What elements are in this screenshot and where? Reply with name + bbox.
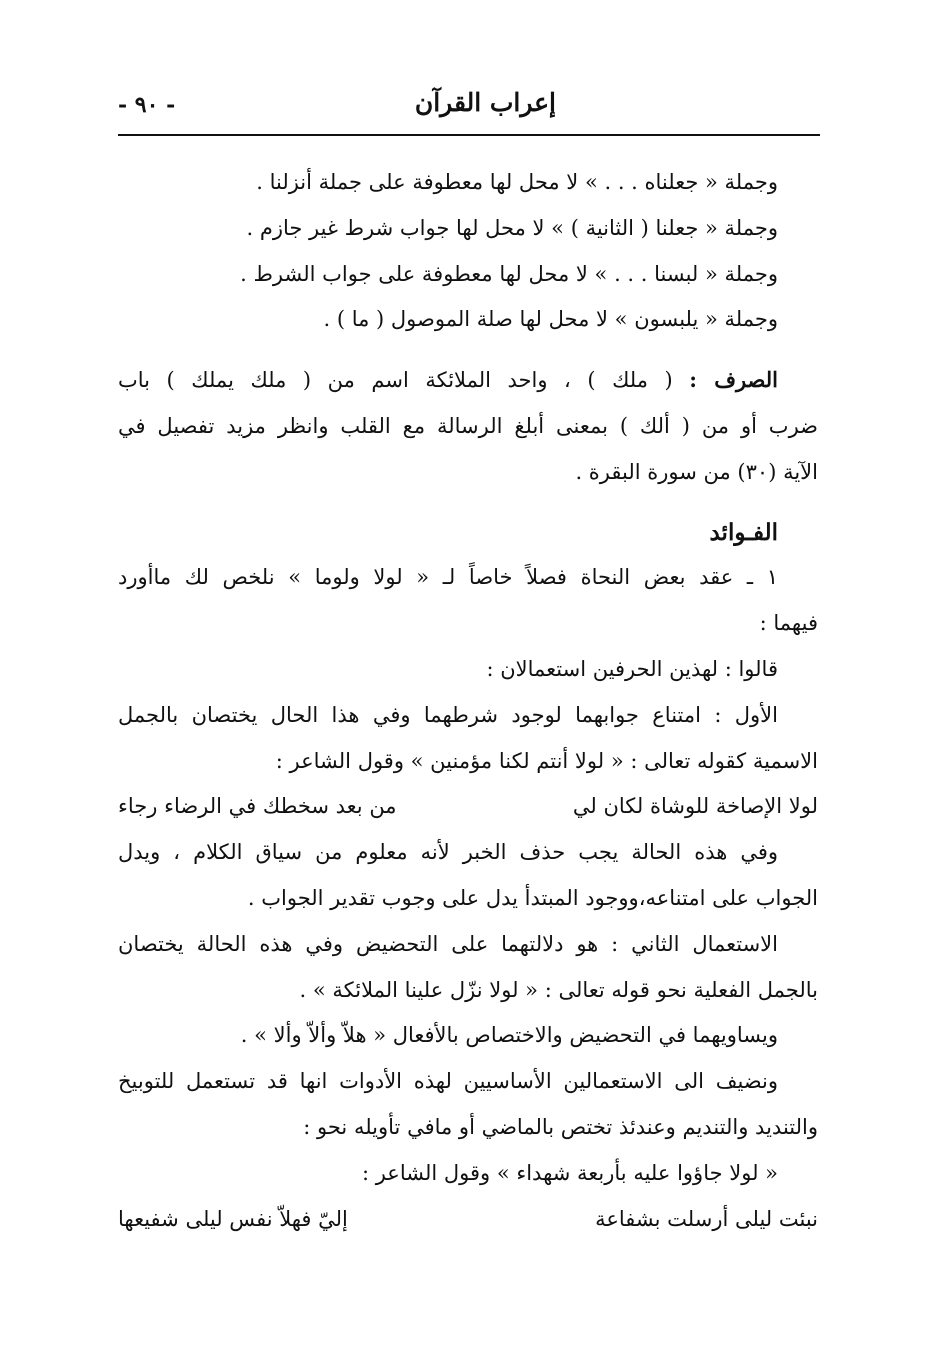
fawaid-heading: الفـوائد [709, 518, 778, 546]
jumla-line-1: وجملة « جعلناه . . . » لا محل لها معطوفة على جملة أنزلنا . [256, 170, 778, 194]
fawaid-p1-line-1: ١ ـ عقد بعض النحاة فصلاً خاصاً لـ « لولا ولوما » نلخص لك ماأورد [118, 565, 778, 590]
fawaid-p5-line-2: بالجمل الفعلية نحو قوله تعالى : « لولا نزّل علينا الملائكة » . [299, 977, 818, 1002]
sarf-text-1: ( ملك ) ، واحد الملائكة اسم من ( ملك يملك ) باب [118, 368, 673, 393]
spacer [118, 496, 818, 510]
sarf-line-2: ضرب أو من ( ألك ) بمعنى أبلغ الرسالة مع القلب وانظر مزيد تفصيل في [118, 413, 818, 438]
verse-1 [118, 784, 818, 830]
fawaid-p8: « لولا جاؤوا عليه بأربعة شهداء » وقول الشاعر : [361, 1160, 778, 1185]
fawaid-p4-line-2: الجواب على امتناعه،ووجود المبتدأ يدل على وجوب تقدير الجواب . [247, 885, 818, 910]
verse-1-first-hemistich: لولا الإصاخة للوشاة لكان لي [572, 794, 818, 819]
page-header [118, 88, 818, 128]
book-title: إعراب القرآن [414, 88, 556, 117]
fawaid-p4-line-1: وفي هذه الحالة يجب حذف الخبر لأنه معلوم من سياق الكلام ، ويدل [118, 840, 778, 865]
verse-2 [118, 1197, 818, 1243]
fawaid-p7-line-2: والتنديد والتنديم وعندئذ تختص بالماضي أو مافي تأويله نحو : [303, 1114, 818, 1139]
sarf-label: الصرف : [689, 367, 778, 393]
fawaid-p2: قالوا : لهذين الحرفين استعمالان : [486, 656, 778, 681]
verse-2-second-hemistich: إليّ فهلاّ نفس ليلى شفيعها [118, 1206, 348, 1231]
jumla-line-4: وجملة « يلبسون » لا محل لها صلة الموصول ( ما ) . [323, 307, 778, 332]
jumla-line-3: وجملة « لبسنا . . . » لا محل لها معطوفة على جواب الشرط . [240, 261, 778, 286]
fawaid-p3-line-1: الأول : امتناع جوابهما لوجود شرطهما وفي هذا الحال يختصان بالجمل [118, 702, 778, 727]
header-divider [118, 134, 820, 136]
verse-1-second-hemistich: من بعد سخطك في الرضاء رجاء [118, 794, 397, 819]
page-body [118, 160, 818, 1242]
spacer [118, 343, 818, 357]
fawaid-p3-line-2: الاسمية كقوله تعالى : « لولا أنتم لكنا مؤمنين » وقول الشاعر : [275, 748, 818, 773]
fawaid-p5-line-1: الاستعمال الثاني : هو دلالتهما على التحضيض وفي هذه الحالة يختصان [118, 931, 778, 956]
jumla-line-2: وجملة « جعلنا ( الثانية ) » لا محل لها جواب شرط غير جازم . [246, 215, 778, 240]
sarf-line-3: الآية (٣٠) من سورة البقرة . [575, 459, 818, 484]
fawaid-p6: ويساويهما في التحضيض والاختصاص بالأفعال « هلاّ وألاّ وألا » . [240, 1023, 778, 1048]
page-number: - ٩٠ - [118, 92, 176, 118]
fawaid-p7-line-1: ونضيف الى الاستعمالين الأساسيين لهذه الأدوات انها قد تستعمل للتوبيخ [118, 1069, 778, 1094]
verse-2-first-hemistich: نبئت ليلى أرسلت بشفاعة [595, 1206, 818, 1231]
sarf-line-1 [118, 357, 818, 404]
fawaid-p1-line-2: فيهما : [759, 611, 818, 636]
